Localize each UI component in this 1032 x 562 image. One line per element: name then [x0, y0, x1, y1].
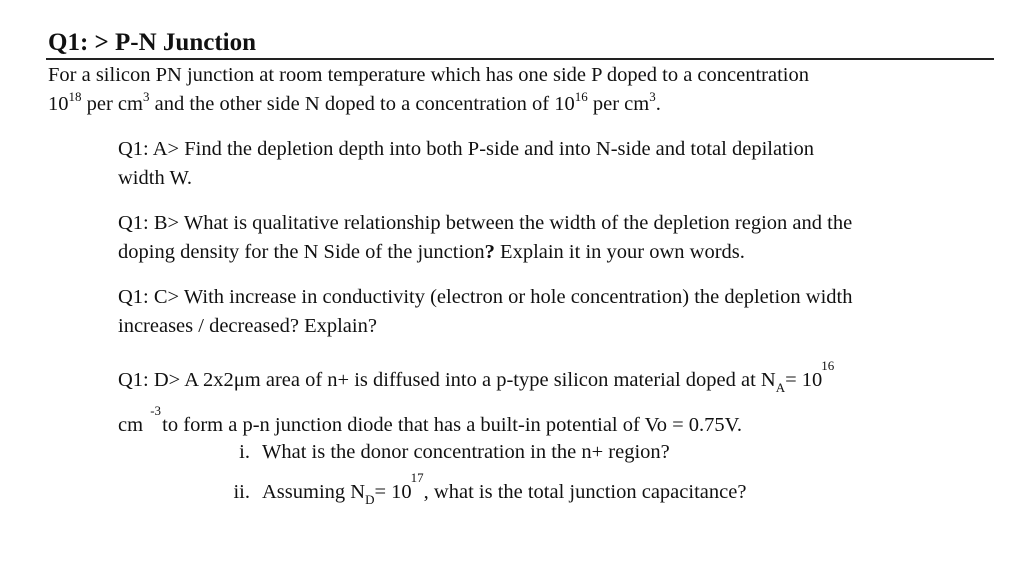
intro-line-2	[48, 89, 661, 118]
question-c-line-1: Q1: C> With increase in conductivity (electron or hole concentration) the depletion width	[118, 286, 853, 308]
question-d-item-i	[222, 440, 670, 464]
question-d-line-1	[118, 358, 835, 395]
question-b-text-a: doping density for the N Side of the junction	[118, 241, 485, 263]
page-title: Q1: > P-N Junction	[48, 29, 256, 56]
title-underline	[46, 58, 994, 60]
question-d-line-2	[118, 403, 742, 437]
intro-text-a: 10	[48, 93, 69, 115]
intro-exponent-1: 18	[68, 89, 82, 104]
question-d-unit: cm	[118, 414, 144, 436]
item-text-a: Assuming N	[262, 481, 366, 503]
question-b-line-1: Q1: B> What is qualitative relationship between the width of the depletion region and the	[118, 212, 853, 234]
question-b-text-b: Explain it in your own words.	[494, 241, 745, 263]
item-text-c: , what is the total junction capacitance?	[423, 481, 747, 503]
item-subscript-d: D	[365, 492, 375, 507]
question-d-subscript-a: A	[775, 380, 786, 395]
item-value-wrap	[374, 470, 424, 504]
question-d-unit-wrap	[118, 403, 162, 437]
item-text: What is the donor concentration in the n+ region?	[262, 441, 670, 463]
question-d-text-b: = 10	[785, 369, 823, 391]
question-a-line-1: Q1: A> Find the depletion depth into both P-side and into N-side and total depilation	[118, 138, 814, 160]
question-d-value-wrap	[785, 358, 835, 392]
question-d-item-ii	[222, 470, 747, 507]
intro-text-e: .	[655, 93, 661, 115]
question-d-text-a: Q1: D> A 2x2μm area of n+ is diffused into a p-type silicon material doped at N	[118, 369, 776, 391]
item-text-b: = 10	[374, 481, 412, 503]
question-a-line-2: width W.	[118, 167, 193, 189]
item-exponent-17: 17	[410, 470, 424, 485]
intro-text-d: per cm	[587, 93, 650, 115]
intro-exponent-2: 3	[142, 89, 150, 104]
question-b-bold-mark: ?	[484, 241, 495, 263]
question-d-exponent-neg3: -3	[150, 403, 162, 418]
question-b-line-2	[118, 240, 745, 264]
intro-exponent-3: 16	[574, 89, 588, 104]
intro-exponent-4: 3	[649, 89, 656, 104]
item-number: i.	[239, 441, 250, 463]
question-d-exponent-16: 16	[821, 358, 835, 373]
question-d-text-c: to form a p-n junction diode that has a built-in potential of Vo = 0.75V.	[157, 414, 742, 436]
question-c-line-2: increases / decreased? Explain?	[118, 315, 377, 337]
intro-text-b: per cm	[81, 93, 143, 115]
item-number: ii.	[233, 481, 250, 503]
intro-line-1: For a silicon PN junction at room temperature which has one side P doped to a concentration	[48, 64, 809, 86]
intro-text-c: and the other side N doped to a concentration of 10	[149, 93, 575, 115]
